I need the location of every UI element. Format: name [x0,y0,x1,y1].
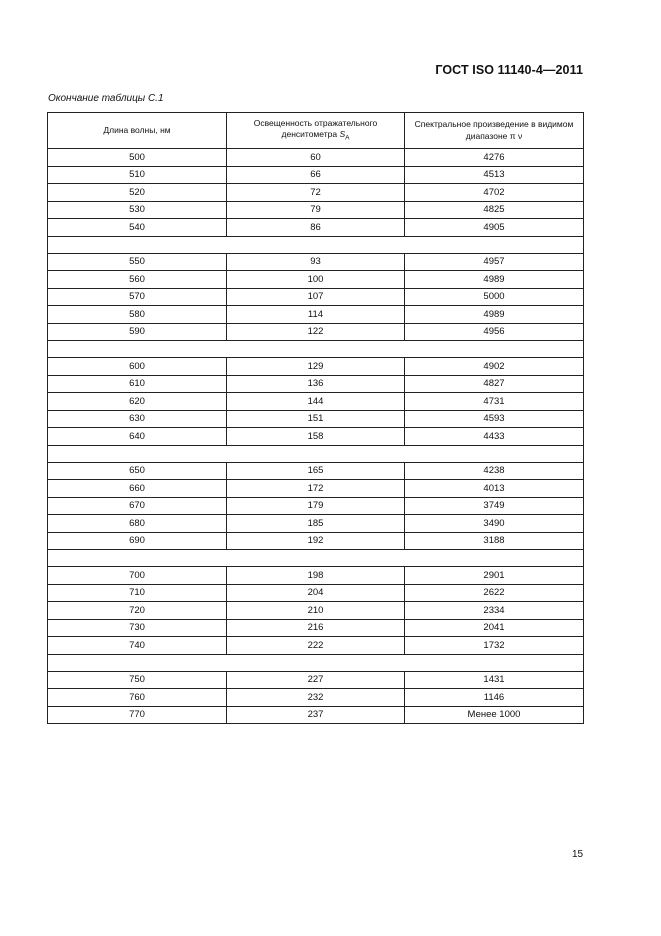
table-row [48,462,584,480]
wavelength-cell: 610 [48,375,227,393]
illuminance-cell: 136 [227,375,405,393]
group-separator-cell [48,341,584,358]
table-row [48,358,584,376]
group-separator-row [48,236,584,253]
table-row [48,219,584,237]
spectral-product-cell: 4989 [405,306,584,324]
column-header-wavelength [48,113,227,149]
group-separator-cell [48,654,584,671]
table-row [48,253,584,271]
group-separator-cell [48,445,584,462]
table-row [48,497,584,515]
spectral-product-cell: 4905 [405,219,584,237]
spectral-product-cell: 2041 [405,619,584,637]
document-code: ГОСТ ISO 11140-4—2011 [435,63,583,77]
illuminance-cell: 198 [227,567,405,585]
wavelength-cell: 730 [48,619,227,637]
table-row [48,306,584,324]
wavelength-cell: 770 [48,706,227,724]
table-row [48,375,584,393]
wavelength-cell: 720 [48,602,227,620]
wavelength-cell: 660 [48,480,227,498]
wavelength-cell: 670 [48,497,227,515]
wavelength-cell: 570 [48,288,227,306]
spectral-product-cell: 4731 [405,393,584,411]
illuminance-symbol: S [339,128,346,139]
group-separator-row [48,341,584,358]
wavelength-cell: 630 [48,410,227,428]
wavelength-cell: 760 [48,689,227,707]
group-separator-row [48,445,584,462]
group-separator-row [48,654,584,671]
table-row [48,323,584,341]
spectral-product-cell: 2622 [405,584,584,602]
table-row [48,480,584,498]
illuminance-cell: 179 [227,497,405,515]
table-row [48,532,584,550]
spectral-product-cell: 1732 [405,637,584,655]
illuminance-cell: 60 [227,149,405,167]
illuminance-cell: 151 [227,410,405,428]
wavelength-cell: 580 [48,306,227,324]
table-body [48,149,584,724]
spectral-product-cell: 4989 [405,271,584,289]
column-header-spectral-product-label: Спектральное произведение в видимом диапазоне π ν [414,119,574,141]
wavelength-cell: 510 [48,166,227,184]
wavelength-cell: 740 [48,637,227,655]
wavelength-cell: 640 [48,428,227,446]
wavelength-cell: 690 [48,532,227,550]
illuminance-cell: 107 [227,288,405,306]
wavelength-cell: 590 [48,323,227,341]
spectral-product-cell: 4238 [405,462,584,480]
group-separator-row [48,550,584,567]
data-table [47,112,584,724]
wavelength-cell: 710 [48,584,227,602]
illuminance-cell: 227 [227,671,405,689]
table-row [48,567,584,585]
illuminance-subscript: A [345,134,350,142]
table-row [48,201,584,219]
illuminance-cell: 93 [227,253,405,271]
table-row [48,689,584,707]
group-separator-cell [48,236,584,253]
wavelength-cell: 750 [48,671,227,689]
illuminance-cell: 237 [227,706,405,724]
illuminance-cell: 216 [227,619,405,637]
wavelength-cell: 530 [48,201,227,219]
table-row [48,706,584,724]
table-row [48,584,584,602]
illuminance-cell: 172 [227,480,405,498]
spectral-product-cell: 5000 [405,288,584,306]
illuminance-cell: 79 [227,201,405,219]
table-row [48,288,584,306]
column-header-wavelength-label: Длина волны, нм [103,124,171,135]
table-row [48,184,584,202]
table-row [48,166,584,184]
table-row [48,393,584,411]
spectral-product-cell: 4433 [405,428,584,446]
illuminance-cell: 86 [227,219,405,237]
page-number: 15 [572,849,584,860]
wavelength-cell: 650 [48,462,227,480]
spectral-product-cell: 4957 [405,253,584,271]
illuminance-cell: 204 [227,584,405,602]
wavelength-cell: 620 [48,393,227,411]
wavelength-cell: 520 [48,184,227,202]
spectral-product-cell: 4702 [405,184,584,202]
wavelength-cell: 560 [48,271,227,289]
spectral-product-cell: 4825 [405,201,584,219]
table-row [48,602,584,620]
spectral-product-cell: 1146 [405,689,584,707]
wavelength-cell: 550 [48,253,227,271]
spectral-product-cell: 2334 [405,602,584,620]
spectral-product-cell: 3188 [405,532,584,550]
table-caption: Окончание таблицы С.1 [48,93,164,104]
wavelength-cell: 680 [48,515,227,533]
column-header-illuminance-label: Освещенность отражательного денситометра [253,117,378,139]
spectral-product-cell: 4593 [405,410,584,428]
spectral-product-cell: 4013 [405,480,584,498]
illuminance-cell: 100 [227,271,405,289]
table-row [48,410,584,428]
table-row [48,619,584,637]
table-header-row [48,113,584,149]
spectral-product-cell: 4276 [405,149,584,167]
illuminance-cell: 122 [227,323,405,341]
wavelength-cell: 700 [48,567,227,585]
wavelength-cell: 600 [48,358,227,376]
illuminance-cell: 144 [227,393,405,411]
column-header-spectral-product [405,113,584,149]
table-row [48,271,584,289]
spectral-product-cell: 1431 [405,671,584,689]
group-separator-cell [48,550,584,567]
spectral-product-cell: 4827 [405,375,584,393]
spectral-product-cell: 3490 [405,515,584,533]
illuminance-cell: 165 [227,462,405,480]
illuminance-cell: 72 [227,184,405,202]
illuminance-cell: 158 [227,428,405,446]
illuminance-cell: 129 [227,358,405,376]
table-row [48,149,584,167]
table-row [48,637,584,655]
illuminance-cell: 114 [227,306,405,324]
illuminance-cell: 185 [227,515,405,533]
wavelength-cell: 540 [48,219,227,237]
column-header-illuminance [227,113,405,149]
spectral-product-cell: 3749 [405,497,584,515]
illuminance-cell: 222 [227,637,405,655]
spectral-product-cell: 2901 [405,567,584,585]
table-row [48,515,584,533]
illuminance-cell: 210 [227,602,405,620]
spectral-product-cell: 4956 [405,323,584,341]
spectral-product-cell: 4902 [405,358,584,376]
spectral-product-cell: Менее 1000 [405,706,584,724]
spectral-product-cell: 4513 [405,166,584,184]
illuminance-cell: 66 [227,166,405,184]
wavelength-cell: 500 [48,149,227,167]
illuminance-cell: 192 [227,532,405,550]
table-row [48,428,584,446]
illuminance-cell: 232 [227,689,405,707]
table-row [48,671,584,689]
